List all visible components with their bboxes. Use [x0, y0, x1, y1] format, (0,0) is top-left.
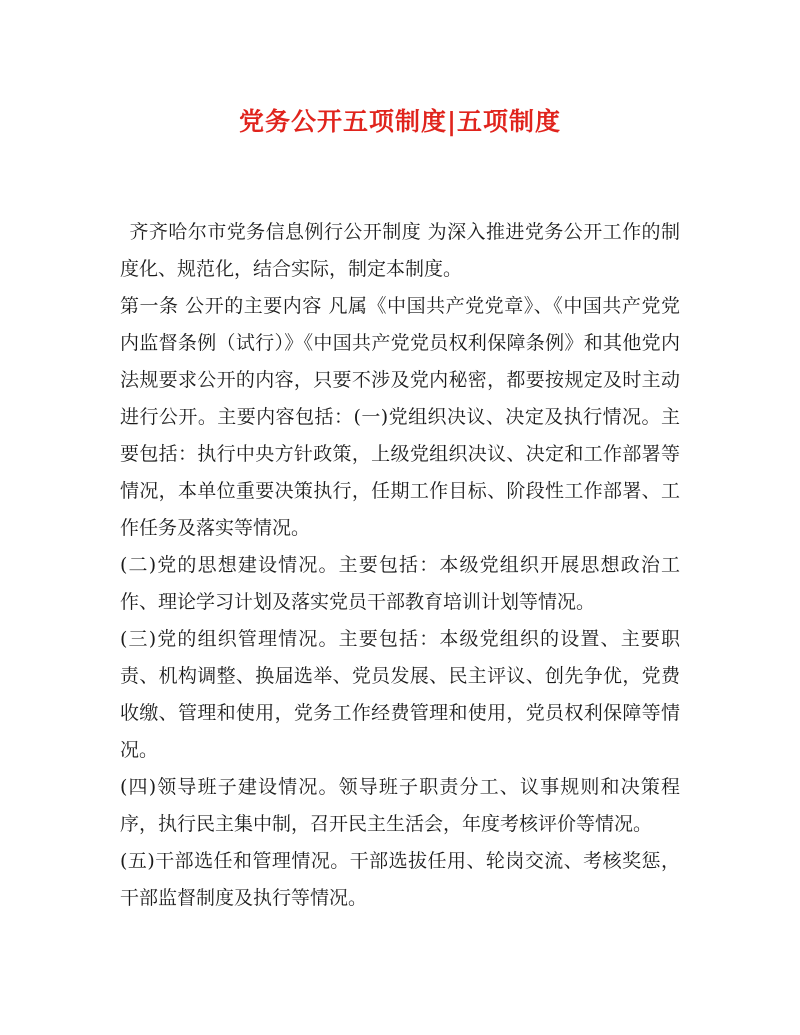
document-body — [120, 214, 680, 917]
paragraph-item-4: (四)领导班子建设情况。领导班子职责分工、议事规则和决策程序，执行民主集中制，召开民主生活会，年度考核评价等情况。 — [120, 776, 680, 835]
paragraph-intro: 齐齐哈尔市党务信息例行公开制度 为深入推进党务公开工作的制度化、规范化，结合实际，制定本制度。 — [120, 221, 680, 280]
paragraph-item-2: (二)党的思想建设情况。主要包括：本级党组织开展思想政治工作、理论学习计划及落实党员干部教育培训计划等情况。 — [120, 554, 680, 613]
document-title: 党务公开五项制度|五项制度 — [238, 107, 562, 136]
paragraph-item-5: (五)干部选任和管理情况。干部选拔任用、轮岗交流、考核奖惩，干部监督制度及执行等情况。 — [120, 850, 680, 909]
paragraph-article-1: 第一条 公开的主要内容 凡属《中国共产党党章》、《中国共产党党内监督条例（试行）》《中国共产党党员权利保障条例》和其他党内法规要求公开的内容，只要不涉及党内秘密，都要按规定及时主动进行公开。主要内容包括：(一)党组织决议、决定及执行情况。主要包括：执行中央方针政策，上级党组织决议、决定和工作部署等情况，本单位重要决策执行，任期工作目标、阶段性工作部署、工作任务及落实等情况。 — [120, 295, 680, 539]
paragraph-item-3: (三)党的组织管理情况。主要包括：本级党组织的设置、主要职责、机构调整、换届选举、党员发展、民主评议、创先争优，党费收缴、管理和使用，党务工作经费管理和使用，党员权利保障等情况。 — [120, 628, 680, 761]
